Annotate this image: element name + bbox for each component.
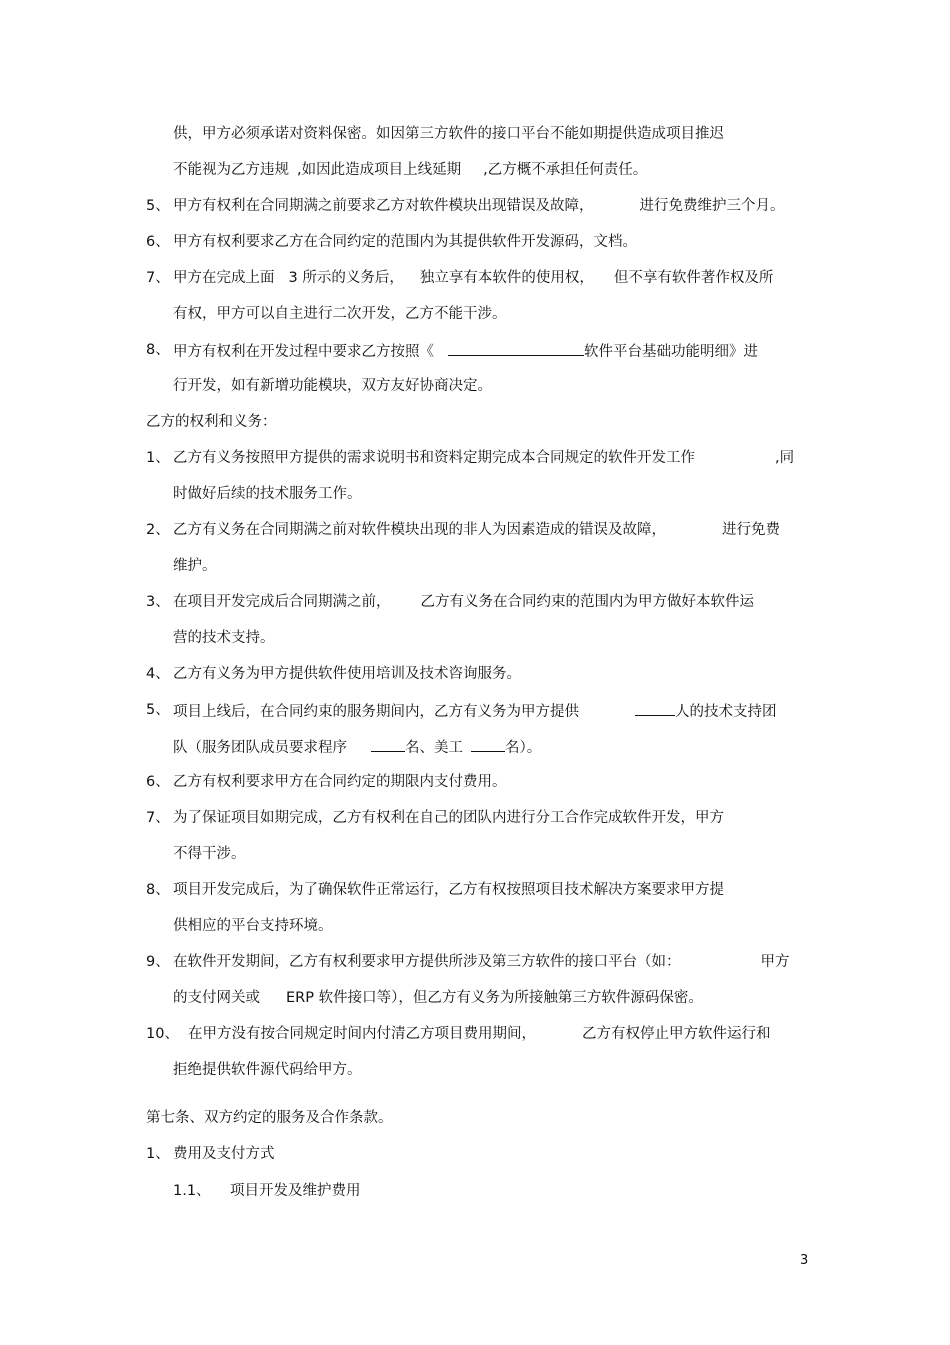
item-number: 8、	[146, 342, 170, 358]
fill-blank	[448, 340, 584, 356]
item-number: 7、	[146, 270, 170, 286]
item-number: 7、	[146, 810, 170, 826]
section-heading: 乙方的权利和义务：	[146, 414, 277, 430]
text-line: 供相应的平台支持环境。	[173, 918, 333, 934]
text-line: 乙方有义务按照甲方提供的需求说明书和资料定期完成本合同规定的软件开发工作 ,同	[173, 450, 795, 466]
fill-blank	[471, 736, 505, 752]
text-line: 时做好后续的技术服务工作。	[173, 486, 362, 502]
text-line: 甲方有权利要求乙方在合同约定的范围内为其提供软件开发源码，文档。	[173, 234, 637, 250]
item-number: 10、	[146, 1026, 179, 1042]
text-line: 甲方在完成上面 3 所示的义务后， 独立享有本软件的使用权， 但不享有软件著作权及所	[173, 270, 774, 286]
fill-blank	[635, 700, 675, 716]
text-line: 供，甲方必须承诺对资料保密。如因第三方软件的接口平台不能如期提供造成项目推迟	[173, 126, 724, 142]
text-line: 在项目开发完成后合同期满之前， 乙方有义务在合同约束的范围内为甲方做好本软件运	[173, 594, 754, 610]
item-number: 5、	[146, 702, 170, 718]
text-line: 在软件开发期间，乙方有权利要求甲方提供所涉及第三方软件的接口平台（如： 甲方	[173, 954, 790, 970]
item-number: 5、	[146, 198, 170, 214]
text-line: 的支付网关或 ERP 软件接口等），但乙方有义务为所接触第三方软件源码保密。	[173, 990, 703, 1006]
text-line: 为了保证项目如期完成，乙方有权利在自己的团队内进行分工合作完成软件开发，甲方	[173, 810, 724, 826]
item-number: 4、	[146, 666, 170, 682]
text-line: 甲方有权利在合同期满之前要求乙方对软件模块出现错误及故障， 进行免费维护三个月。	[173, 198, 785, 214]
text-line: 营的技术支持。	[173, 630, 275, 646]
fill-blank	[371, 736, 405, 752]
text-line: 项目上线后，在合同约束的服务期间内，乙方有义务为甲方提供 人的技术支持团	[173, 700, 777, 722]
text-line: 乙方有义务在合同期满之前对软件模块出现的非人为因素造成的错误及故障， 进行免费	[173, 522, 780, 538]
text-line: 甲方有权利在开发过程中要求乙方按照《 软件平台基础功能明细》进	[173, 340, 758, 362]
text-line: 在甲方没有按合同规定时间内付清乙方项目费用期间， 乙方有权停止甲方软件运行和	[188, 1026, 771, 1042]
page-number: 3	[800, 1253, 809, 1268]
text-line: 费用及支付方式	[173, 1146, 275, 1162]
item-number: 8、	[146, 882, 170, 898]
text-line: 不得干涉。	[173, 846, 246, 862]
text-line: 行开发，如有新增功能模块，双方友好协商决定。	[173, 378, 492, 394]
article-heading: 第七条、双方约定的服务及合作条款。	[146, 1110, 393, 1126]
item-number: 3、	[146, 594, 170, 610]
text-line: 队（服务团队成员要求程序 名、美工 名）。	[173, 736, 541, 758]
text-line: 项目开发及维护费用	[230, 1183, 361, 1199]
text-line: 不能视为乙方违规 ,如因此造成项目上线延期 ,乙方概不承担任何责任。	[173, 162, 648, 178]
text-line: 乙方有权利要求甲方在合同约定的期限内支付费用。	[173, 774, 507, 790]
item-number: 1、	[146, 450, 170, 466]
text-line: 拒绝提供软件源代码给甲方。	[173, 1062, 362, 1078]
text-line: 维护。	[173, 558, 217, 574]
item-number: 1.1、	[173, 1183, 211, 1199]
text-line: 有权，甲方可以自主进行二次开发，乙方不能干涉。	[173, 306, 507, 322]
item-number: 6、	[146, 774, 170, 790]
text-line: 乙方有义务为甲方提供软件使用培训及技术咨询服务。	[173, 666, 521, 682]
item-number: 1、	[146, 1146, 170, 1162]
item-number: 9、	[146, 954, 170, 970]
text-line: 项目开发完成后，为了确保软件正常运行，乙方有权按照项目技术解决方案要求甲方提	[173, 882, 724, 898]
item-number: 2、	[146, 522, 170, 538]
item-number: 6、	[146, 234, 170, 250]
